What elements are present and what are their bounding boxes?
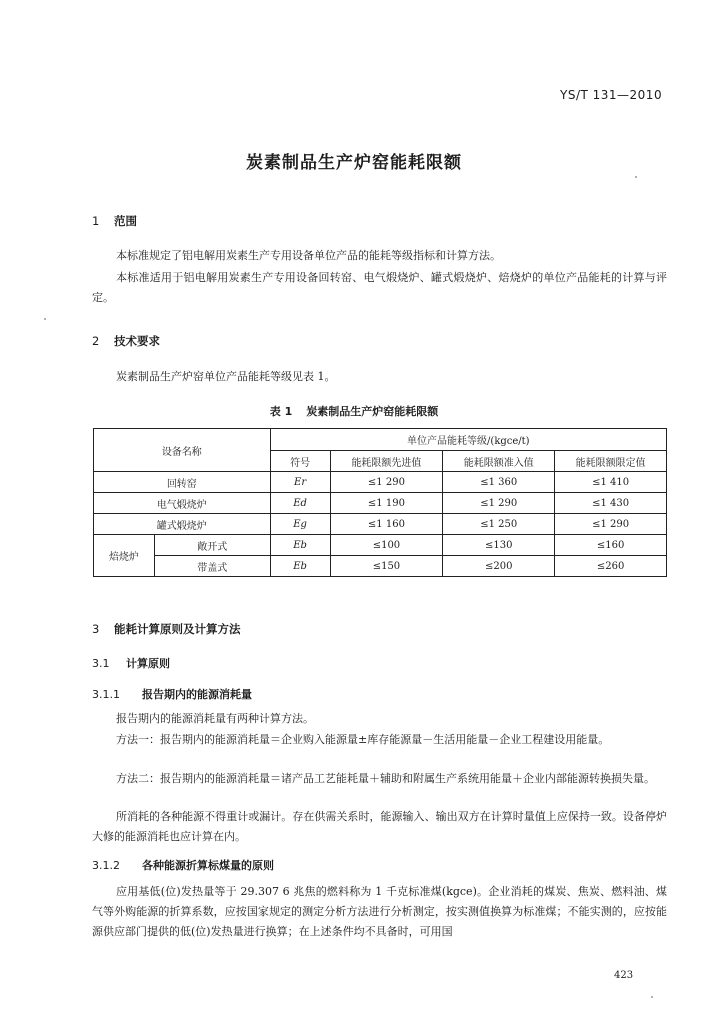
section-1-heading [92,213,137,229]
table-number: 表 1 [269,405,293,418]
header-symbol: 符号 [270,451,330,472]
standard-code: YS/T 131—2010 [560,88,663,102]
advanced-value: ≤150 [330,556,443,577]
table-row [94,472,667,493]
section-number: 2 [92,334,100,348]
symbol-cell: Er [270,472,330,493]
paragraph: 方法二：报告期内的能源消耗量＝诸产品工艺能耗量＋辅助和附属生产系统用能量＋企业内部能源转换损失量。 [116,772,655,785]
sub-type-name: 带盖式 [154,556,270,577]
document-title: 炭素制品生产炉窑能耗限额 [246,153,462,173]
header-advanced: 能耗限额先进值 [330,451,443,472]
table-row [94,535,667,556]
page-number: 423 [614,970,634,981]
table-row [94,514,667,535]
section-title: 范围 [114,214,137,228]
header-equipment: 设备名称 [94,429,271,472]
section-title: 报告期内的能源消耗量 [142,688,252,701]
paragraph: 方法一：报告期内的能源消耗量＝企业购入能源量±库存能源量－生活用能量－企业工程建设用能量。 [116,733,610,746]
entry-value: ≤1 360 [443,472,555,493]
symbol-cell: Ed [270,493,330,514]
limit-value: ≤1 410 [555,472,667,493]
section-title: 技术要求 [114,334,160,348]
section-number: 1 [92,214,100,228]
entry-value: ≤130 [443,535,555,556]
subsection-3-1-1-heading [92,686,252,702]
section-number: 3.1 [92,657,110,670]
subsection-3-1-heading [92,655,170,671]
paragraph: 所消耗的各种能源不得重计或漏计。存在供需关系时，能源输入、输出双方在计算时量值上应保持一致。设备停炉大修的能源消耗也应计算在内。 [92,810,667,843]
advanced-value: ≤1 190 [330,493,443,514]
equipment-name: 焙烧炉 [94,535,155,577]
advanced-value: ≤1 160 [330,514,443,535]
table-row [94,556,667,577]
table-row [94,493,667,514]
section-number: 3.1.2 [92,859,120,872]
section-2-heading [92,333,160,349]
sub-type-name: 敞开式 [154,535,270,556]
advanced-value: ≤100 [330,535,443,556]
limit-value: ≤260 [555,556,667,577]
entry-value: ≤1 250 [443,514,555,535]
entry-value: ≤1 290 [443,493,555,514]
limit-value: ≤1 430 [555,493,667,514]
header-group: 单位产品能耗等级/(kgce/t) [270,429,666,451]
advanced-value: ≤1 290 [330,472,443,493]
paragraph: 炭素制品生产炉窑单位产品能耗等级见表 1。 [116,370,336,383]
section-number: 3 [92,622,100,636]
symbol-cell: Eb [270,535,330,556]
section-3-heading [92,621,241,637]
header-limit: 能耗限额限定值 [555,451,667,472]
symbol-cell: Eb [270,556,330,577]
equipment-name: 回转窑 [94,472,271,493]
header-entry: 能耗限额准入值 [443,451,555,472]
scan-speck [651,996,653,998]
section-title: 计算原则 [126,657,170,670]
paragraph: 本标准适用于铝电解用炭素生产专用设备回转窑、电气煅烧炉、罐式煅烧炉、焙烧炉的单位产品能耗的计算与评定。 [92,271,667,304]
energy-limit-table [93,428,667,577]
table-title: 炭素制品生产炉窑能耗限额 [306,405,439,418]
scan-speck [635,176,637,178]
scan-speck [44,318,46,320]
table-caption [0,403,708,419]
paragraph: 报告期内的能源消耗量有两种计算方法。 [116,712,314,725]
entry-value: ≤200 [443,556,555,577]
section-title: 能耗计算原则及计算方法 [114,622,241,636]
paragraph: 本标准规定了铝电解用炭素生产专用设备单位产品的能耗等级指标和计算方法。 [116,249,501,262]
section-title: 各种能源折算标煤量的原则 [142,859,274,872]
limit-value: ≤160 [555,535,667,556]
paragraph: 应用基低(位)发热量等于 29.307 6 兆焦的燃料称为 1 千克标准煤(kgce)。企业消耗的煤炭、焦炭、燃料油、煤气等外购能源的折算系数，应按国家规定的测定分析方法进行分析测定，按实测值换算为标准煤；不能实测的，应按能源供应部门提供的低(位)发热量进行换算；在上述条件均不具备时，可用国 [92,885,667,938]
section-number: 3.1.1 [92,688,120,701]
subsection-3-1-2-heading [92,857,274,873]
symbol-cell: Eg [270,514,330,535]
limit-value: ≤1 290 [555,514,667,535]
equipment-name: 罐式煅烧炉 [94,514,271,535]
equipment-name: 电气煅烧炉 [94,493,271,514]
